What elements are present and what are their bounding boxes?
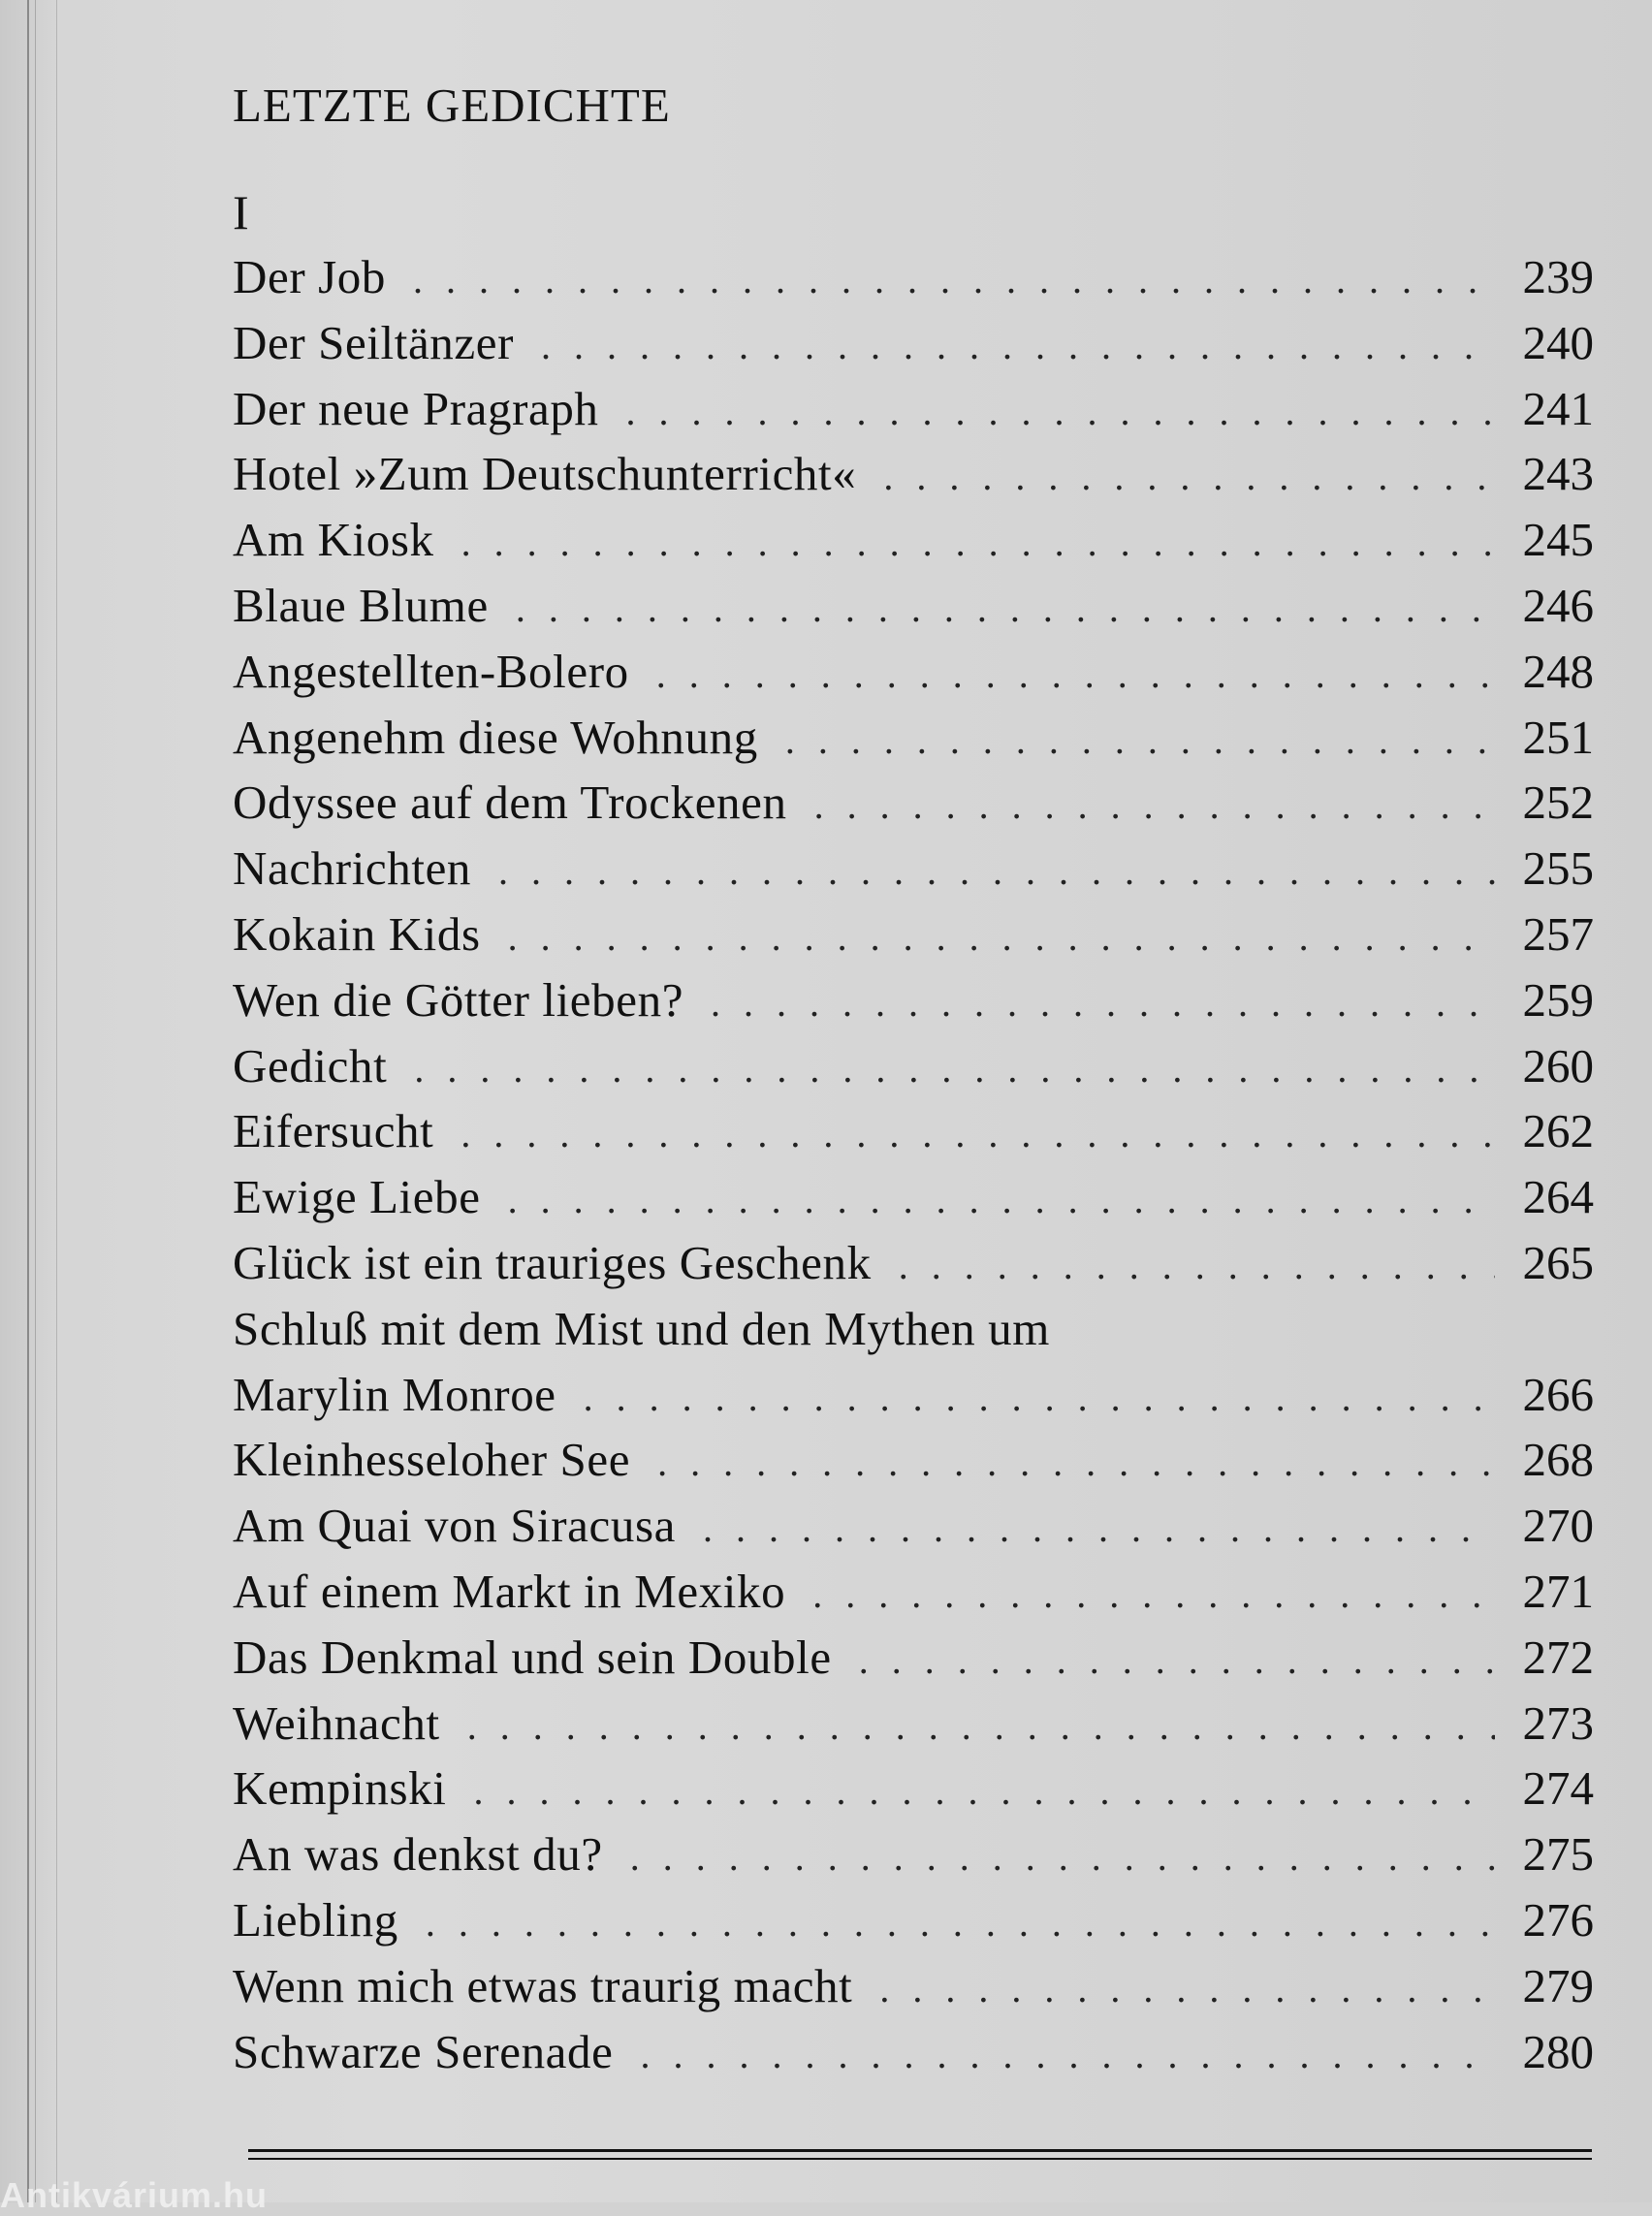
dot-leader [879, 1956, 1495, 2022]
toc-entry [233, 376, 1594, 442]
dot-leader [630, 1824, 1495, 1890]
toc-entry-page-number: 265 [1522, 1235, 1594, 1289]
dot-leader [516, 576, 1495, 642]
toc-entry [233, 1559, 1594, 1625]
section-title: LETZTE GEDICHTE [233, 79, 671, 132]
toc-entry-title: Am Quai von Siracusa [233, 1499, 676, 1553]
spine-line [56, 0, 57, 2202]
toc-entry-page-number: 279 [1522, 1958, 1594, 2012]
toc-entry [233, 1953, 1594, 2019]
dot-leader [711, 970, 1495, 1036]
dot-leader [656, 642, 1495, 708]
toc-entry-page-number: 280 [1522, 2024, 1594, 2078]
dot-leader [508, 1167, 1495, 1233]
toc-entry-title: Der Job [233, 250, 386, 303]
bottom-rule [248, 2158, 1592, 2160]
dot-leader [473, 1758, 1495, 1824]
toc-entry-page-number: 246 [1522, 578, 1594, 632]
toc-entry [233, 573, 1594, 639]
bottom-rule [248, 2149, 1592, 2152]
toc-entry-page-number: 243 [1522, 447, 1594, 501]
toc-entry-title: Schluß mit dem Mist und den Mythen um [233, 1301, 1050, 1355]
toc-entry-page-number: 274 [1522, 1761, 1594, 1816]
toc-entry-page-number: 268 [1522, 1433, 1594, 1487]
toc-entry [233, 1230, 1594, 1296]
toc-entry-page-number: 266 [1522, 1367, 1594, 1421]
toc-entry-title: Der Seiltänzer [233, 315, 515, 369]
dot-leader [508, 904, 1495, 970]
toc-entry [233, 1098, 1594, 1164]
dot-leader [626, 379, 1495, 445]
toc-entry-title: Odyssee auf dem Trockenen [233, 776, 787, 830]
dot-leader [883, 444, 1495, 510]
toc-entry-page-number: 240 [1522, 315, 1594, 369]
dot-leader [785, 708, 1495, 774]
dot-leader [640, 2022, 1495, 2088]
toc-entry-title: An was denkst du? [233, 1827, 603, 1882]
toc-entry-page-number: 255 [1522, 841, 1594, 896]
dot-leader [414, 1036, 1495, 1102]
toc-entry [233, 507, 1594, 573]
table-of-contents [233, 244, 1594, 2084]
toc-entry-page-number: 273 [1522, 1695, 1594, 1750]
dot-leader [899, 1233, 1495, 1299]
toc-entry [233, 902, 1594, 967]
dot-leader [461, 1101, 1495, 1167]
toc-entry-title: Schwarze Serenade [233, 2024, 614, 2078]
toc-entry-title: Angenehm diese Wohnung [233, 710, 758, 764]
toc-entry-title: Eifersucht [233, 1104, 434, 1158]
toc-entry-title: Angestellten-Bolero [233, 644, 629, 698]
toc-entry-title: Kempinski [233, 1761, 447, 1816]
dot-leader [426, 1890, 1495, 1956]
toc-entry-title: Ewige Liebe [233, 1170, 481, 1224]
toc-entry [233, 2019, 1594, 2085]
toc-entry-title: Nachrichten [233, 841, 472, 896]
dot-leader [498, 839, 1495, 904]
dot-leader [703, 1496, 1495, 1562]
toc-entry [233, 1756, 1594, 1821]
toc-entry-title: Das Denkmal und sein Double [233, 1630, 832, 1684]
toc-entry [233, 1296, 1594, 1362]
toc-entry [233, 1164, 1594, 1230]
watermark: Antikvárium.hu [0, 2175, 269, 2215]
dot-leader [814, 773, 1495, 839]
toc-entry [233, 1625, 1594, 1691]
dot-leader [467, 1694, 1495, 1759]
toc-entry-page-number: 271 [1522, 1564, 1594, 1618]
toc-entry-page-number: 239 [1522, 250, 1594, 303]
toc-entry-title: Marylin Monroe [233, 1367, 556, 1421]
toc-entry-page-number: 270 [1522, 1499, 1594, 1553]
toc-entry-page-number: 245 [1522, 513, 1594, 567]
toc-entry-page-number: 276 [1522, 1892, 1594, 1947]
toc-entry-title: Weihnacht [233, 1695, 440, 1750]
toc-entry-page-number: 252 [1522, 776, 1594, 830]
toc-entry-page-number: 241 [1522, 381, 1594, 435]
toc-entry-title: Kleinhesseloher See [233, 1433, 631, 1487]
toc-entry-title: Der neue Pragraph [233, 381, 599, 435]
toc-entry-title: Gedicht [233, 1038, 388, 1092]
toc-entry [233, 441, 1594, 507]
toc-entry [233, 967, 1594, 1033]
toc-entry-title: Glück ist ein trauriges Geschenk [233, 1235, 872, 1289]
toc-entry-page-number: 259 [1522, 972, 1594, 1027]
toc-entry [233, 1691, 1594, 1757]
toc-entry [233, 1033, 1594, 1099]
toc-entry [233, 1821, 1594, 1887]
toc-entry [233, 1362, 1594, 1428]
dot-leader [584, 1365, 1495, 1431]
toc-entry-page-number: 251 [1522, 710, 1594, 764]
toc-entry [233, 1887, 1594, 1953]
toc-entry-page-number: 275 [1522, 1827, 1594, 1882]
toc-entry-page-number: 262 [1522, 1104, 1594, 1158]
toc-entry-page-number: 257 [1522, 906, 1594, 961]
toc-entry [233, 836, 1594, 902]
spine-line [35, 0, 36, 2202]
toc-entry [233, 1493, 1594, 1559]
toc-entry-title: Am Kiosk [233, 513, 434, 567]
toc-entry [233, 310, 1594, 376]
dot-leader [541, 313, 1495, 379]
spine-line [27, 0, 29, 2202]
dot-leader [812, 1562, 1495, 1628]
toc-entry [233, 244, 1594, 310]
toc-entry-title: Wen die Götter lieben? [233, 972, 684, 1027]
toc-entry [233, 770, 1594, 836]
toc-entry [233, 1427, 1594, 1493]
toc-entry-title: Hotel »Zum Deutschunterricht« [233, 447, 857, 501]
toc-entry-page-number: 264 [1522, 1170, 1594, 1224]
toc-entry [233, 639, 1594, 705]
toc-entry [233, 705, 1594, 771]
toc-entry-page-number: 272 [1522, 1630, 1594, 1684]
toc-entry-title: Wenn mich etwas traurig macht [233, 1958, 853, 2012]
dot-leader [461, 510, 1495, 576]
toc-entry-title: Blaue Blume [233, 578, 489, 632]
toc-entry-page-number: 248 [1522, 644, 1594, 698]
dot-leader [859, 1628, 1495, 1694]
toc-entry-page-number: 260 [1522, 1038, 1594, 1092]
dot-leader [413, 247, 1495, 313]
dot-leader [657, 1430, 1495, 1496]
toc-entry-title: Liebling [233, 1892, 398, 1947]
toc-entry-title: Kokain Kids [233, 906, 481, 961]
toc-entry-title: Auf einem Markt in Mexiko [233, 1564, 786, 1618]
section-number: I [233, 185, 249, 239]
